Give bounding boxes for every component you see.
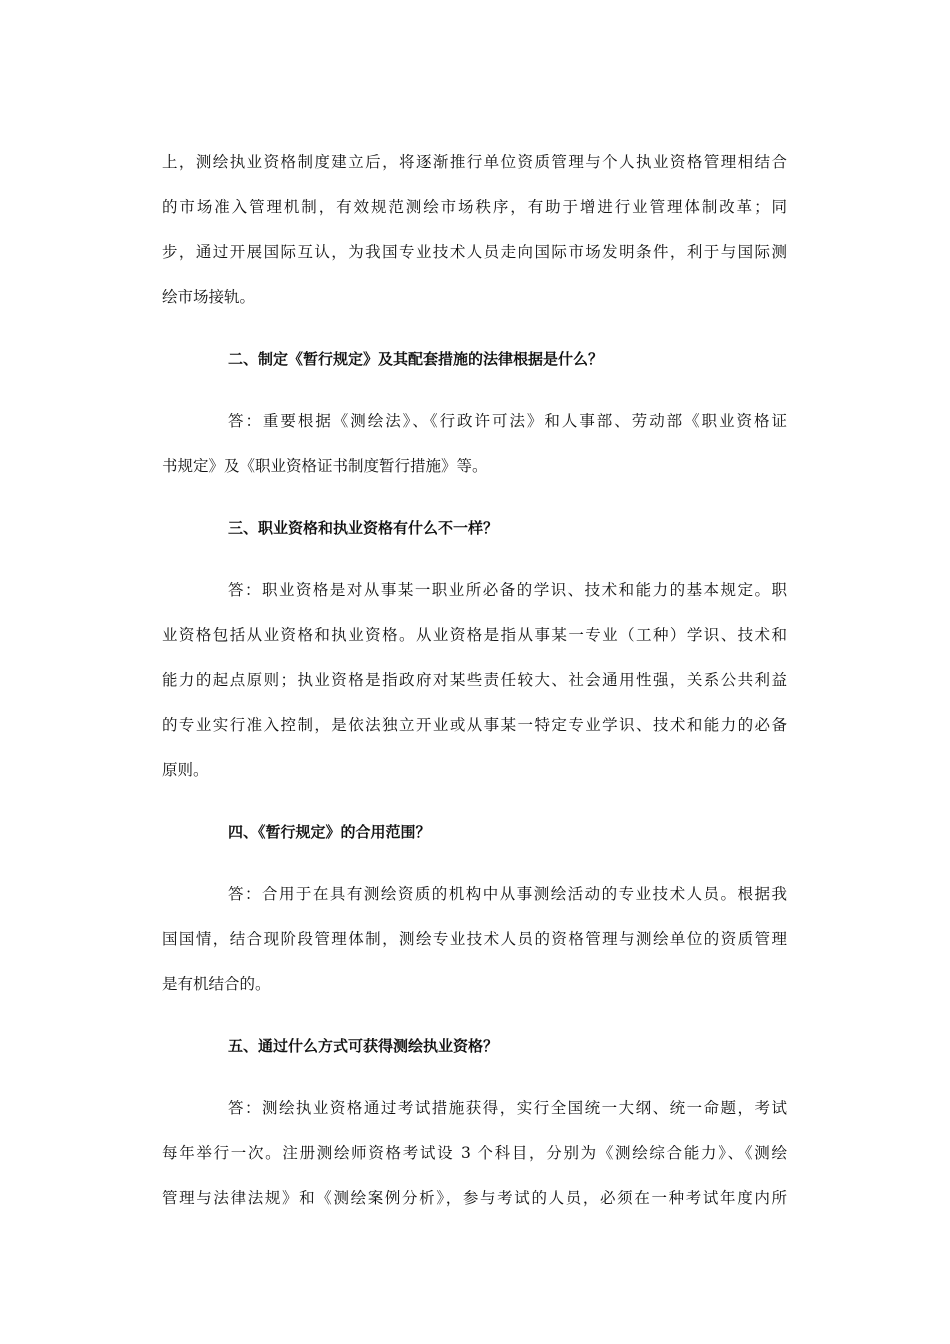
answer-line: 的专业实行准入控制，是依法独立开业或从事某一特定专业学识、技术和能力的必备 [162, 716, 787, 734]
answer-line: 原则。 [162, 761, 209, 779]
answer-line: 管理与法律法规》和《测绘案例分析》，参与考试的人员，必须在一种考试年度内所 [162, 1189, 787, 1207]
answer-line: 能力的起点原则；执业资格是指政府对某些责任较大、社会通用性强，关系公共利益 [162, 671, 787, 689]
question-heading: 四、《暂行规定》的合用范围？ [228, 823, 431, 841]
answer-line: 答：重要根据《测绘法》、《行政许可法》和人事部、劳动部《职业资格证 [228, 412, 787, 430]
answer-line: 书规定》及《职业资格证书制度暂行措施》等。 [162, 457, 488, 475]
question-heading: 三、职业资格和执业资格有什么不一样？ [228, 519, 499, 537]
answer-line: 答：测绘执业资格通过考试措施获得，实行全国统一大纲、统一命题，考试 [228, 1099, 787, 1117]
question-heading: 二、制定《暂行规定》及其配套措施的法律根据是什么？ [228, 350, 604, 368]
paragraph-line: 绘市场接轨。 [162, 288, 256, 306]
answer-line: 业资格包括从业资格和执业资格。从业资格是指从事某一专业（工种）学识、技术和 [162, 626, 787, 644]
paragraph-line: 上，测绘执业资格制度建立后，将逐渐推行单位资质管理与个人执业资格管理相结合 [162, 153, 787, 171]
answer-line: 是有机结合的。 [162, 975, 271, 993]
answer-line: 答：合用于在具有测绘资质的机构中从事测绘活动的专业技术人员。根据我 [228, 885, 787, 903]
paragraph-line: 步，通过开展国际互认，为我国专业技术人员走向国际市场发明条件，利于与国际测 [162, 243, 787, 261]
answer-line: 每年举行一次。注册测绘师资格考试设 3 个科目，分别为《测绘综合能力》、《测绘 [162, 1144, 787, 1162]
paragraph-line: 的市场准入管理机制，有效规范测绘市场秩序，有助于增进行业管理体制改革；同 [162, 198, 787, 216]
question-heading: 五、通过什么方式可获得测绘执业资格？ [228, 1037, 499, 1055]
answer-line: 国国情，结合现阶段管理体制，测绘专业技术人员的资格管理与测绘单位的资质管理 [162, 930, 787, 948]
answer-line: 答：职业资格是对从事某一职业所必备的学识、技术和能力的基本规定。职 [228, 581, 787, 599]
